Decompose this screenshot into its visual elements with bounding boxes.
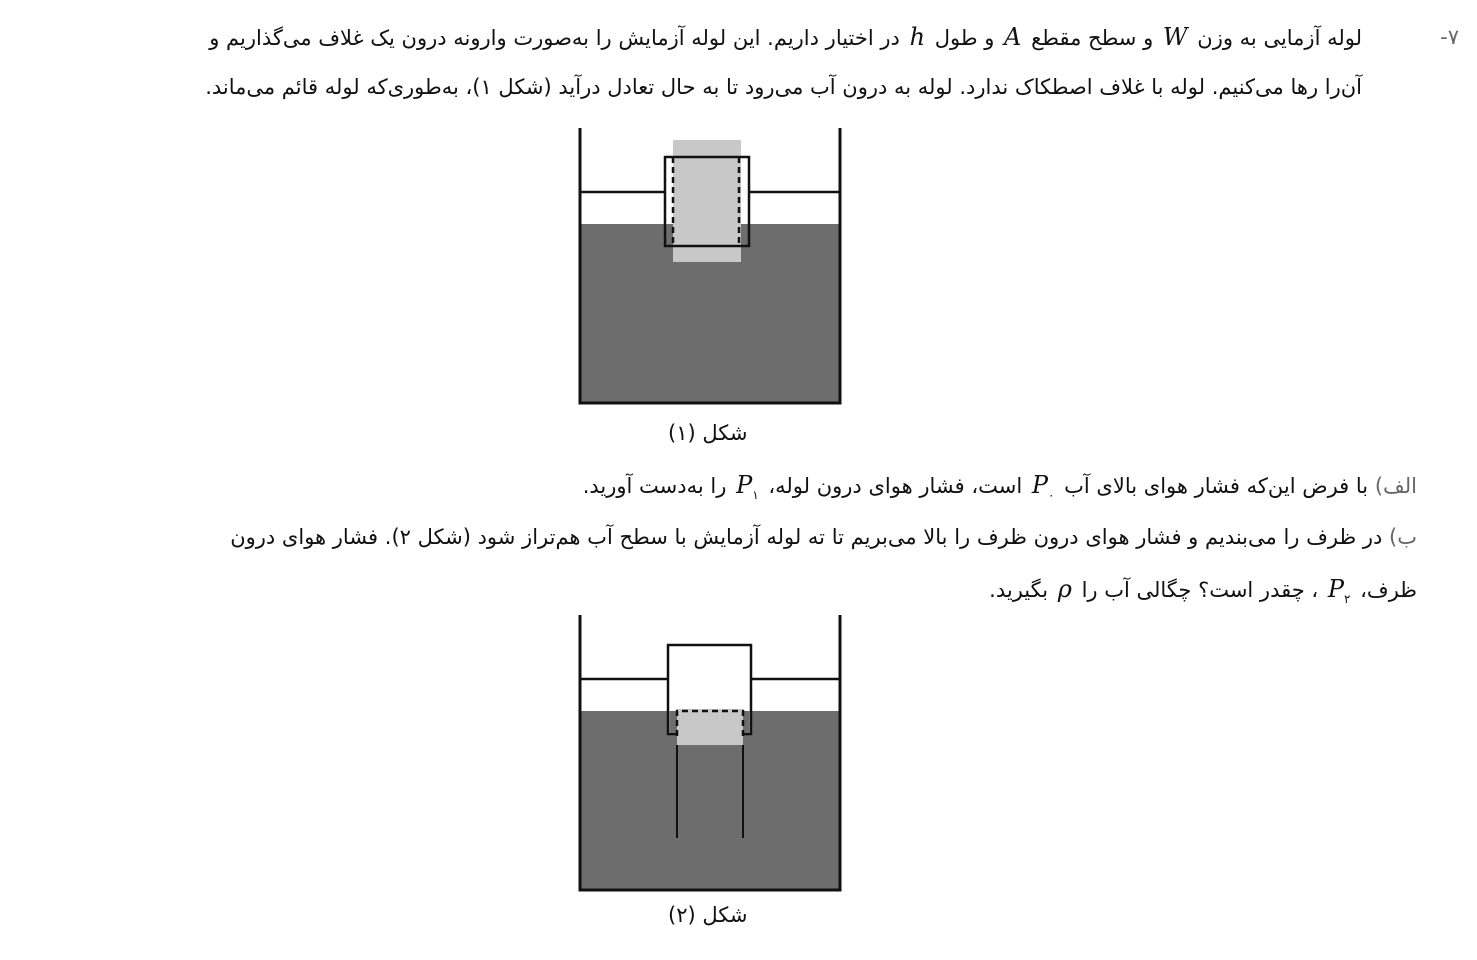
question-text-line-1 [209, 22, 1362, 53]
figure-1 [575, 125, 845, 410]
figure-2 [575, 612, 845, 897]
part-b-label: ب) [1389, 525, 1417, 549]
part-b-text-line-1 [230, 522, 1417, 552]
part-a-label: الف) [1374, 474, 1417, 498]
variable-p0-subscript: ۰ [1048, 488, 1055, 502]
variable-p1 [733, 471, 762, 502]
part-b-segment: در ظرف را می‌بندیم و فشار هوای درون ظرف را بالا می‌بریم تا ته لوله آزمایش با سطح آب هم‌تراز شود (شکل ۲). فشار هوای درون [230, 525, 1383, 549]
variable-a: A [1004, 23, 1022, 51]
part-a-segment: را به‌دست آورید. [582, 474, 727, 498]
variable-p0 [1029, 471, 1058, 502]
part-b-segment: ، چقدر است؟ چگالی آب را [1081, 578, 1319, 602]
question-text-segment: و طول [934, 26, 995, 50]
variable-p2 [1325, 575, 1354, 606]
part-b-segment: بگیرید. [989, 578, 1049, 602]
part-b-segment: ظرف، [1360, 578, 1417, 602]
figure-2-test-tube [677, 709, 743, 745]
question-text-segment: لوله آزمایی به وزن [1197, 26, 1362, 50]
variable-p0-symbol: P [1031, 471, 1048, 499]
part-a-text [583, 470, 1417, 510]
variable-p1-symbol: P [736, 471, 753, 499]
question-text-segment: در اختیار داریم. این لوله آزمایش را به‌صورت وارونه درون یک غلاف می‌گذاریم و [209, 26, 900, 50]
figure-1-test-tube [673, 140, 741, 262]
part-a-segment: است، فشار هوای درون لوله، [768, 474, 1023, 498]
variable-p2-subscript: ۲ [1344, 592, 1351, 606]
variable-w: W [1162, 23, 1188, 51]
question-number: ۷- [1440, 25, 1459, 49]
part-b-text-line-2 [989, 574, 1417, 614]
variable-p2-symbol: P [1327, 575, 1344, 603]
figure-2-caption: شکل (۲) [668, 903, 748, 927]
variable-p1-subscript: ۱ [752, 488, 759, 502]
question-text-line-2: آن‌را رها می‌کنیم. لوله با غلاف اصطکاک ندارد. لوله به درون آب می‌رود تا به حال تعادل درآید (شکل ۱)، به‌طوری‌که لوله قائم می‌ماند. [205, 75, 1362, 99]
figure-1-caption: شکل (۱) [668, 421, 748, 445]
variable-h: h [909, 23, 926, 51]
variable-rho: ρ [1057, 575, 1072, 603]
question-text-segment: و سطح مقطع [1031, 26, 1154, 50]
part-a-segment: با فرض این‌که فشار هوای بالای آب [1064, 474, 1369, 498]
